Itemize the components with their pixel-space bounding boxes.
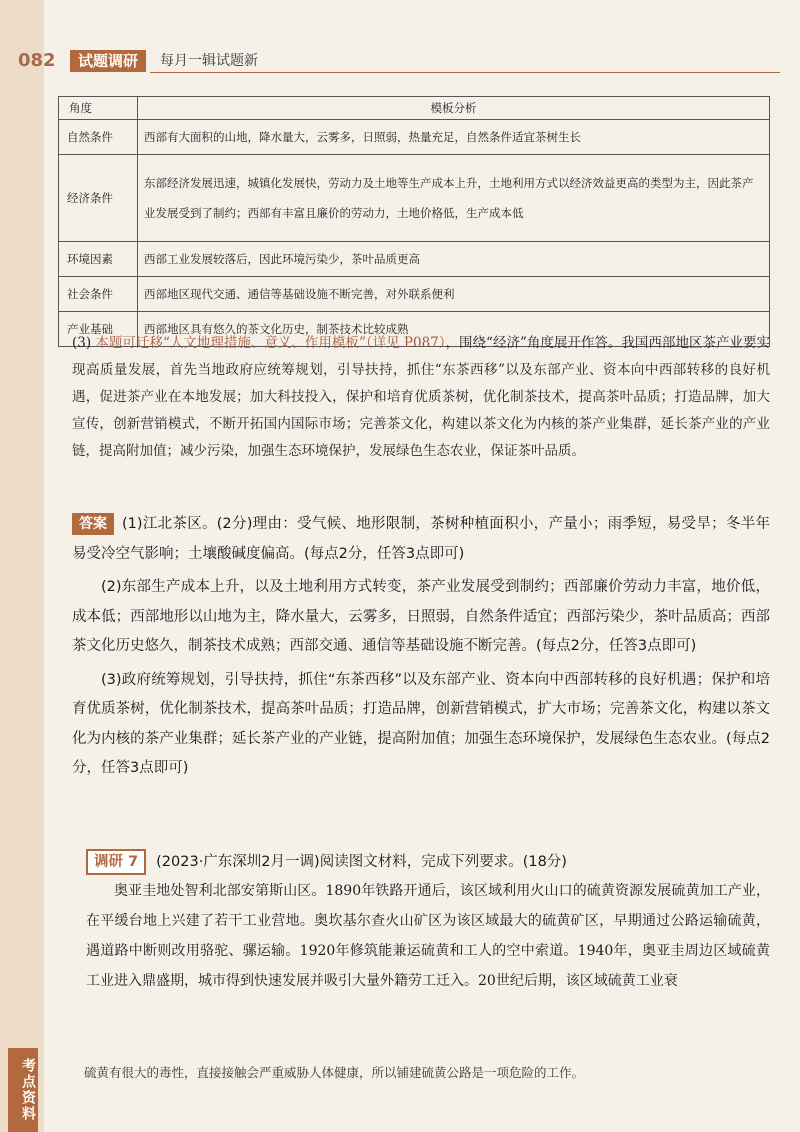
task-intro: (2023·广东深圳2月一调)阅读图文材料，完成下列要求。(18分) — [156, 854, 567, 870]
table-row — [59, 120, 770, 155]
table-cell-analysis: 西部地区现代交通、通信等基础设施不断完善，对外联系便利 — [138, 277, 770, 312]
header-divider — [150, 72, 780, 73]
answer-part-3: (3)政府统筹规划，引导扶持，抓住“东茶西移”以及东部产业、资本向中西部转移的良好机遇；保护和培育优质茶树，优化制茶技术，提高茶叶品质；打造品牌，创新营销模式，扩大市场；完善茶文化，构建以茶文化为内核的茶产业集群；延长茶产业的产业链，提高附加值；加强生态环境保护，发展绿色生态农业。(每点2分，任答3点即可) — [72, 671, 770, 776]
table-row — [59, 242, 770, 277]
table-cell-analysis: 西部工业发展较落后，因此环境污染少，茶叶品质更高 — [138, 242, 770, 277]
table-cell-analysis: 西部地区具有悠久的茶文化历史，制茶技术比较成熟 — [138, 312, 770, 347]
table-header-angle: 角度 — [59, 97, 138, 120]
analysis-paragraph — [72, 330, 770, 465]
table-cell-angle: 环境因素 — [59, 242, 138, 277]
analysis-reference: 本题可迁移“人文地理措施、意义、作用模板”（详见 P087） — [95, 335, 446, 351]
table-cell-angle: 自然条件 — [59, 120, 138, 155]
table-row — [59, 277, 770, 312]
analysis-text: ，围绕“经济”角度展开作答。我国西部地区茶产业要实现高质量发展，首先当地政府应统筹规划，引导扶持，抓住“东茶西移”以及东部产业、资本向中西部转移的良好机遇，促进茶产业在本地发展；加大科技投入，保护和培育优质茶树，优化制茶技术，提高茶叶品质；打造品牌，加大宣传，创新营销模式，不断开拓国内国际市场；完善茶文化，构建以茶文化为内核的茶产业集群，延长茶产业的产业链，提高附加值；减少污染，加强生态环境保护，发展绿色生态农业，保证茶叶品质。 — [72, 335, 770, 459]
task-tag: 调研 7 — [86, 849, 146, 875]
table-cell-analysis: 东部经济发展迅速，城镇化发展快，劳动力及土地等生产成本上升，土地利用方式以经济效益更高的类型为主，因此茶产业发展受到了制约；西部有丰富且廉价的劳动力，土地价格低，生产成本低 — [138, 155, 770, 242]
task-header — [86, 848, 770, 876]
answer-tag: 答案 — [72, 513, 114, 535]
table-cell-analysis: 西部有大面积的山地，降水量大，云雾多，日照弱，热量充足，自然条件适宜茶树生长 — [138, 120, 770, 155]
table-cell-angle: 产业基础 — [59, 312, 138, 347]
header-subtitle: 每月一辑试题新 — [160, 53, 258, 69]
task-material — [86, 876, 770, 996]
page-number: 082 — [18, 50, 56, 71]
note-text: 硫黄有很大的毒性，直接接触会严重威胁人体健康，所以铺建硫黄公路是一项危险的工作。 — [84, 1065, 585, 1080]
table-header-analysis: 模板分析 — [138, 97, 770, 120]
table-cell-angle: 社会条件 — [59, 277, 138, 312]
section-tag: 试题调研 — [70, 50, 146, 72]
answer-part-2: (2)东部生产成本上升，以及土地利用方式转变，茶产业发展受到制约；西部廉价劳动力丰富，地价低，成本低；西部地形以山地为主，降水量大，云雾多，日照弱，自然条件适宜；西部污染少，茶叶品质高；西部茶文化历史悠久，制茶技术成熟；西部交通、通信等基础设施不断完善。(每点2分，任答3点即可) — [72, 579, 770, 654]
note-label: 考点资料 — [8, 1048, 38, 1132]
margin-strip — [0, 0, 44, 1132]
task-body: 奥亚圭地处智利北部安第斯山区。1890年铁路开通后，该区域利用火山口的硫黄资源发展硫黄加工产业，在平缓台地上兴建了若干工业营地。奥坎基尔查火山矿区为该区域最大的硫黄矿区，早期通过公路运输硫黄，遇道路中断则改用骆驼、骡运输。1920年修筑能兼运硫黄和工人的空中索道。1940年，奥亚圭周边区域硫黄工业进入鼎盛期，城市得到快速发展并吸引大量外籍劳工迁入。20世纪后期，该区域硫黄工业衰 — [86, 883, 770, 989]
table-header-row — [59, 97, 770, 120]
table-row — [59, 155, 770, 242]
template-table — [58, 96, 770, 347]
answer-section — [72, 510, 770, 788]
answer-part-1 — [72, 510, 770, 569]
answer-text-1: (1)江北茶区。(2分)理由：受气候、地形限制，茶树种植面积小，产量小；雨季短，易受旱；冬半年易受冷空气影响；土壤酸碱度偏高。(每点2分，任答3点即可) — [72, 516, 770, 562]
page-header — [0, 50, 800, 72]
analysis-prefix: (3) — [72, 335, 96, 351]
table-cell-angle: 经济条件 — [59, 155, 138, 242]
note-bar — [0, 1048, 800, 1132]
